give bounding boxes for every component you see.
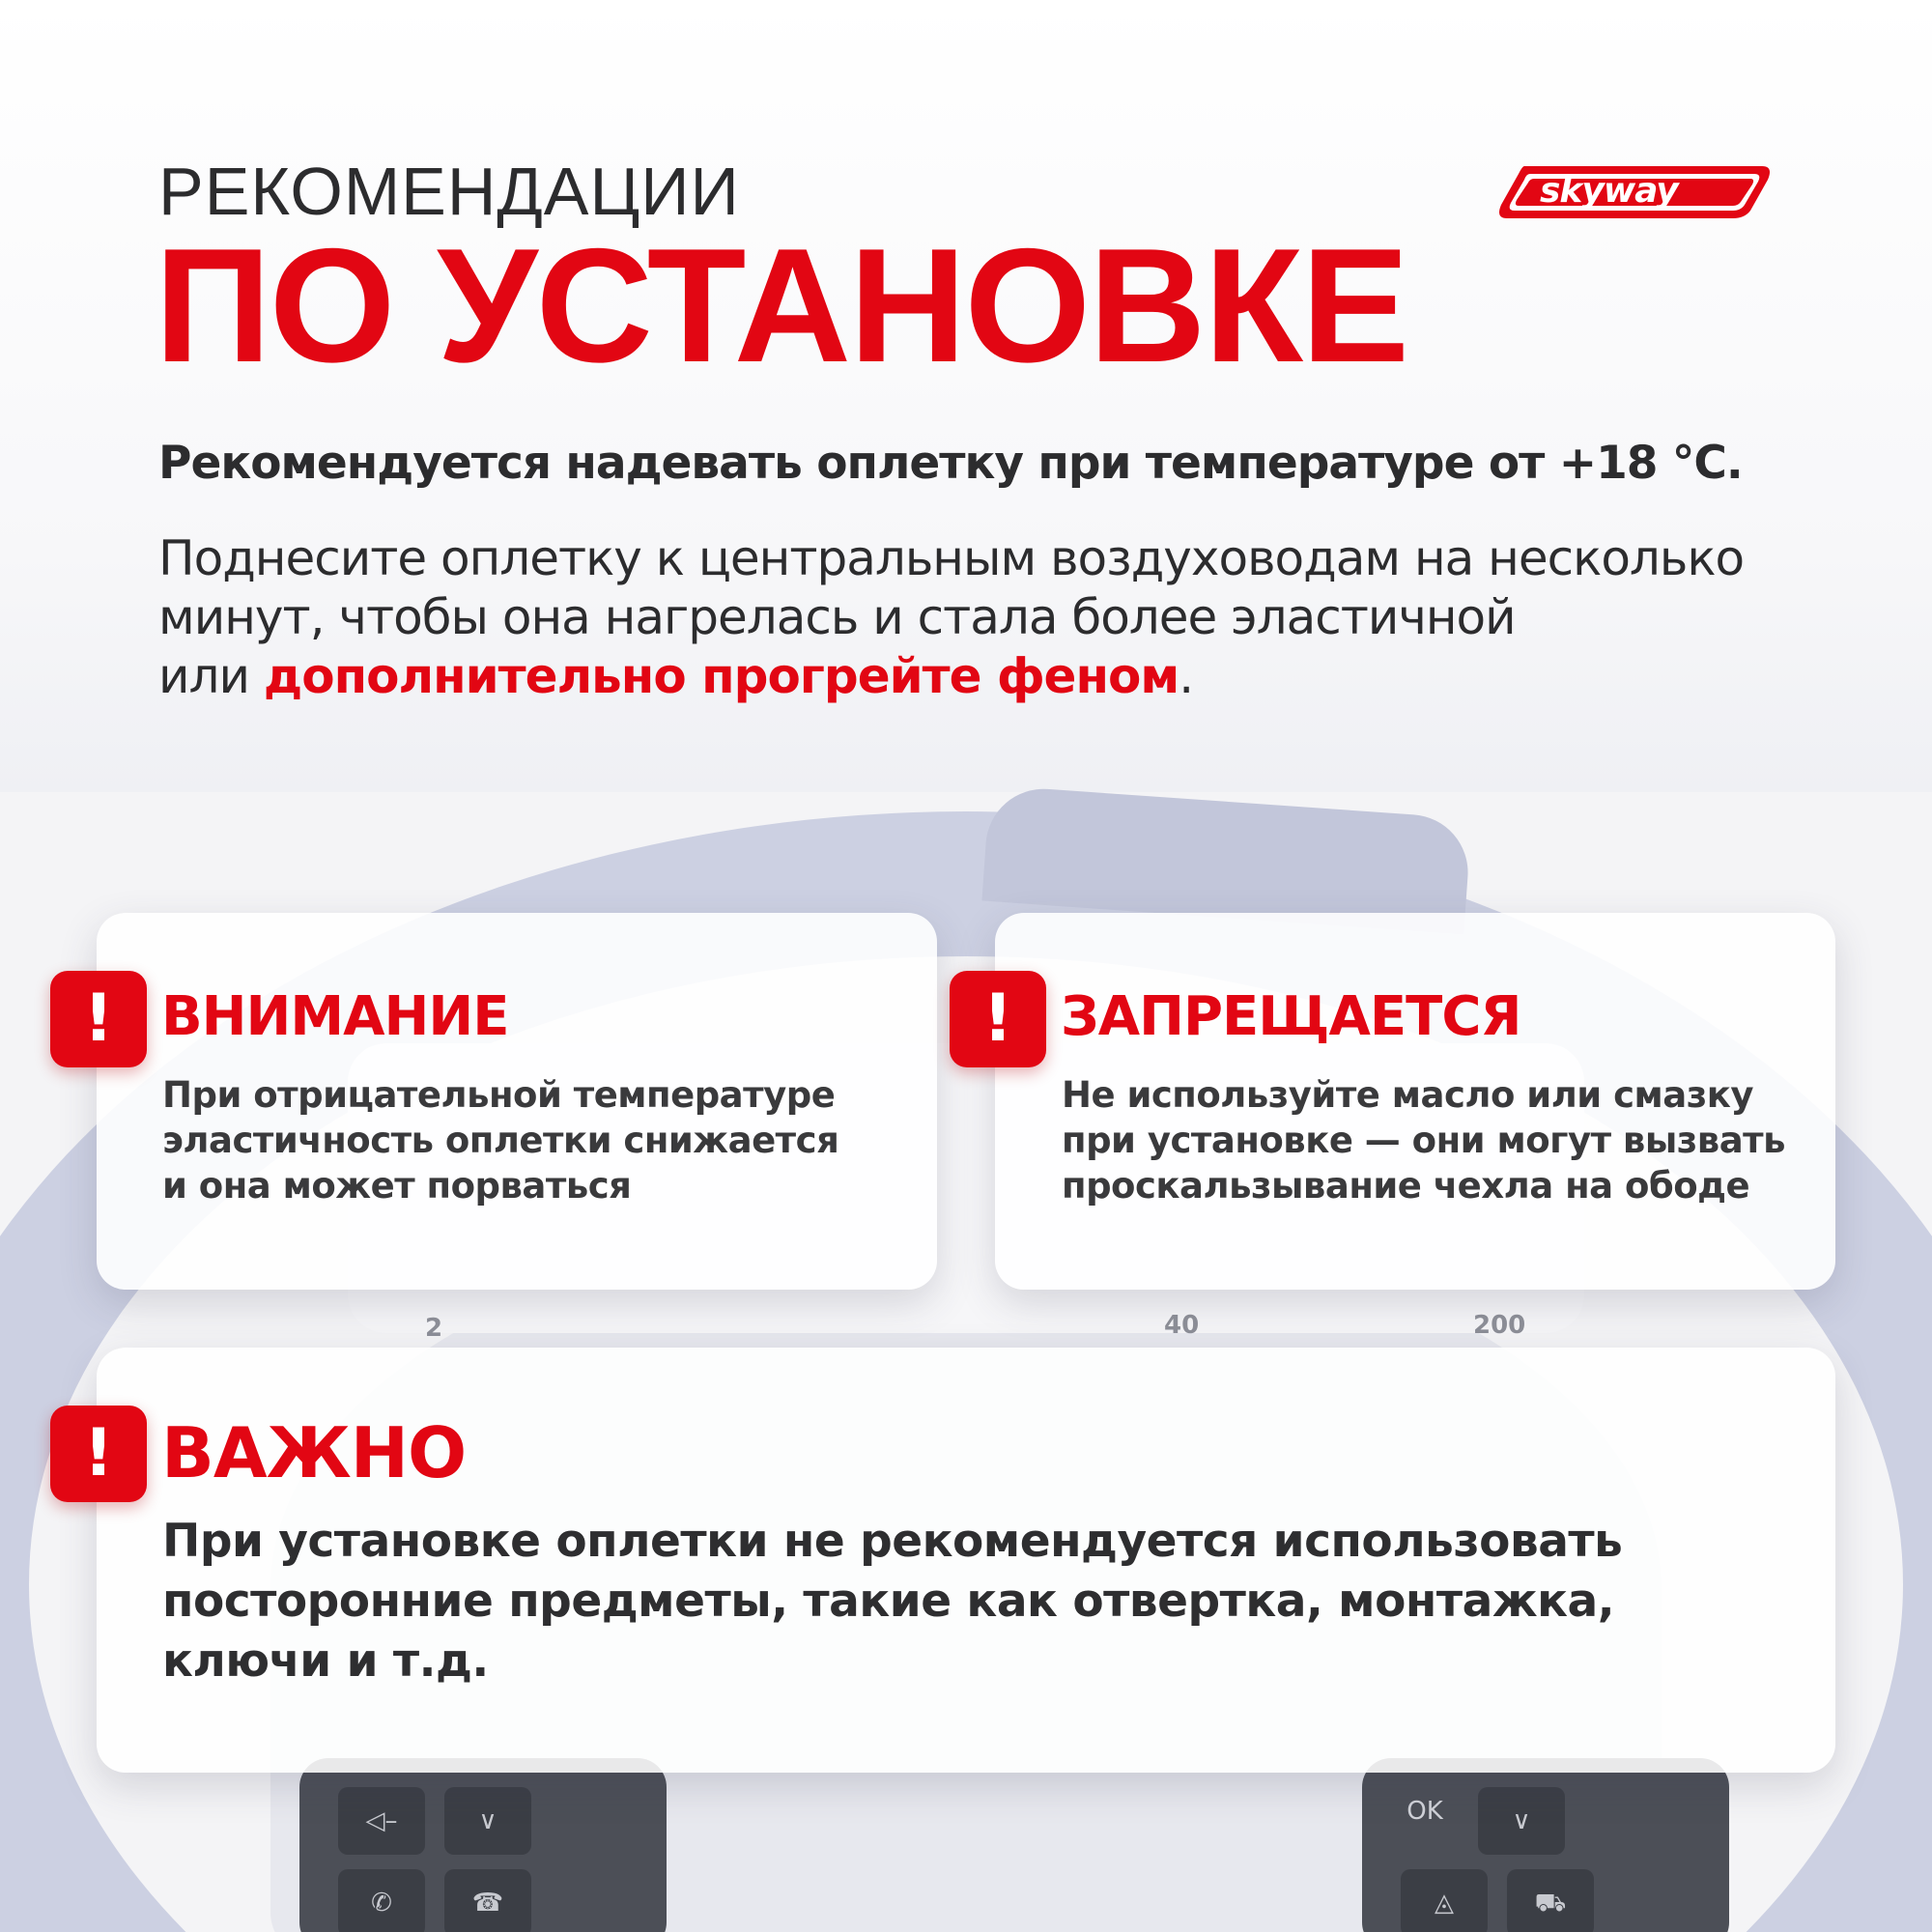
- important-text: [162, 1512, 1622, 1691]
- gauge-label: 2: [425, 1314, 443, 1343]
- card-line: проскальзывание чехла на ободе: [1062, 1165, 1750, 1207]
- para-line: минут, чтобы она нагрелась и стала более эластичной: [158, 589, 1516, 645]
- card-line: посторонние предметы, такие как отвертка, монтажка,: [162, 1575, 1615, 1628]
- temperature-recommendation: Рекомендуется надевать оплетку при температуре от +18 °C.: [158, 437, 1743, 490]
- volume-icon: ◁–: [338, 1787, 425, 1855]
- card-line: при установке — они могут вызвать: [1062, 1120, 1786, 1161]
- card-line: ключи и т.д.: [162, 1634, 489, 1688]
- card-line: Не используйте масло или смазку: [1062, 1074, 1753, 1116]
- skyway-logo: [1495, 162, 1774, 222]
- ok-label: OK: [1406, 1797, 1443, 1826]
- lane-assist-icon: ⛟: [1507, 1869, 1594, 1932]
- exclamation-icon: !: [50, 1406, 147, 1502]
- warning-title: ВНИМАНИЕ: [161, 985, 509, 1048]
- page-title-line1: РЕКОМЕНДАЦИИ: [158, 154, 740, 229]
- page-title-line2: ПО УСТАНОВКЕ: [155, 214, 1408, 396]
- chevron-down-icon: ∨: [444, 1787, 531, 1855]
- phone-icon: ✆: [338, 1869, 425, 1932]
- wheel-buttons-right: [1362, 1758, 1729, 1932]
- para-line: .: [1179, 648, 1194, 704]
- exclamation-icon: !: [50, 971, 147, 1067]
- forbidden-text: [1062, 1072, 1785, 1208]
- chevron-down-icon: ∨: [1478, 1787, 1565, 1855]
- wheel-buttons-left: [299, 1758, 667, 1932]
- para-line: или: [158, 648, 264, 704]
- logo-text: skyway: [1540, 171, 1678, 211]
- warning-text: [162, 1072, 838, 1208]
- card-line: При установке оплетки не рекомендуется использовать: [162, 1515, 1623, 1568]
- card-line: эластичность оплетки снижается: [162, 1120, 839, 1161]
- forbidden-title: ЗАПРЕЩАЕТСЯ: [1061, 985, 1521, 1048]
- card-line: При отрицательной температуре: [162, 1074, 836, 1116]
- card-line: и она может порваться: [162, 1165, 632, 1207]
- important-title: ВАЖНО: [161, 1412, 467, 1493]
- para-line: Поднесите оплетку к центральным воздуховодам на несколько: [158, 530, 1745, 586]
- heating-instructions: [158, 529, 1820, 706]
- cruise-icon: ◬: [1401, 1869, 1488, 1932]
- exclamation-icon: !: [950, 971, 1046, 1067]
- gauge-label: 40: [1164, 1311, 1200, 1340]
- highlight-text: дополнительно прогрейте феном: [263, 648, 1179, 704]
- gauge-label: 200: [1473, 1311, 1526, 1340]
- hangup-icon: ☎: [444, 1869, 531, 1932]
